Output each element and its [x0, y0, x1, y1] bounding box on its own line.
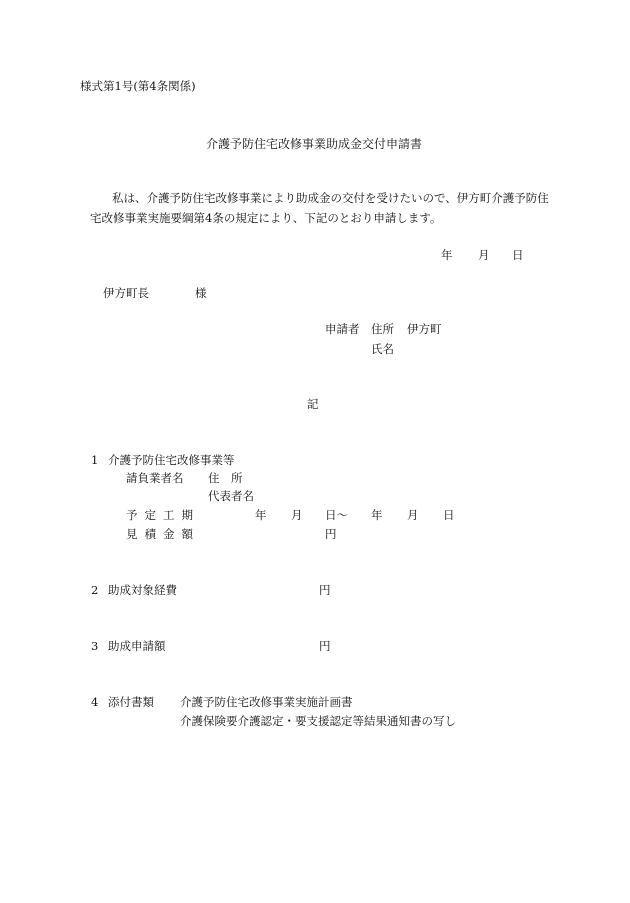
item-2-label: 助成対象経費 [108, 583, 177, 597]
attachment-1: 介護予防住宅改修事業実施計画書 [180, 695, 353, 709]
schedule-end-year: 年 [371, 508, 383, 522]
ki-heading: 記 [307, 397, 319, 411]
item-1-label: 介護予防住宅改修事業等 [108, 453, 235, 467]
schedule-start-day: 日〜 [325, 508, 348, 522]
item-3-unit: 円 [319, 639, 331, 653]
item-2-number: 2 [91, 583, 99, 597]
item-4-label: 添付書類 [108, 695, 154, 709]
contractor-representative-label: 代表者名 [208, 489, 254, 503]
contractor-address-label: 住 所 [208, 471, 243, 485]
estimate-unit: 円 [325, 527, 337, 541]
document-title: 介護予防住宅改修事業助成金交付申請書 [206, 137, 423, 151]
applicant-label: 申請者 [325, 322, 360, 336]
estimate-label: 見積金額 [126, 527, 200, 541]
schedule-start-year: 年 [255, 508, 267, 522]
schedule-start-month: 月 [291, 508, 303, 522]
schedule-end-month: 月 [407, 508, 419, 522]
schedule-end-day: 日 [443, 508, 455, 522]
date-month-label: 月 [478, 248, 490, 262]
schedule-label: 予定工期 [126, 508, 200, 522]
item-2-unit: 円 [319, 583, 331, 597]
applicant-address-label: 住所 [371, 322, 394, 336]
form-number: 様式第1号(第4条関係) [80, 79, 196, 93]
attachment-2: 介護保険要介護認定・要支援認定等結果通知書の写し [180, 714, 456, 728]
date-year-label: 年 [441, 248, 453, 262]
addressee-name: 伊方町長 [103, 286, 149, 300]
item-3-number: 3 [91, 639, 99, 653]
item-4-number: 4 [91, 695, 99, 709]
addressee-honorific: 様 [195, 286, 207, 300]
date-day-label: 日 [512, 248, 524, 262]
applicant-name-label: 氏名 [371, 342, 394, 356]
item-1-number: 1 [91, 453, 99, 467]
body-text-line-2: 宅改修事業実施要綱第4条の規定により、下記のとおり申請します。 [90, 211, 442, 225]
body-text-line-1: 私は、介護予防住宅改修事業により助成金の交付を受けたいので、伊方町介護予防住 [112, 191, 549, 205]
item-3-label: 助成申請額 [108, 639, 166, 653]
contractor-label: 請負業者名 [126, 471, 184, 485]
applicant-address-value: 伊方町 [407, 322, 442, 336]
